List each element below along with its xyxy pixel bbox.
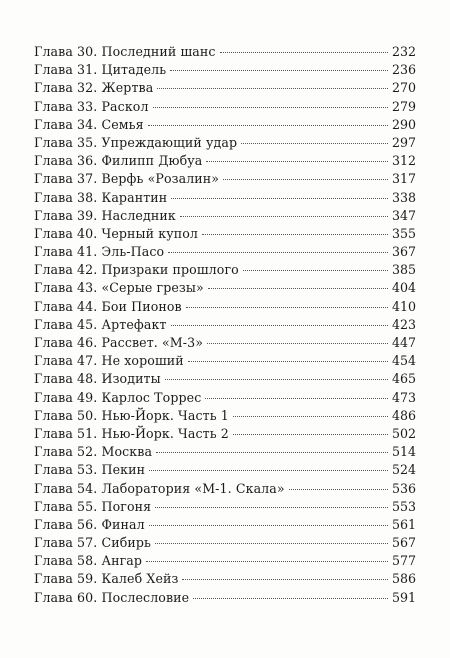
page-number: 312 (391, 153, 416, 169)
page-number: 385 (391, 262, 416, 278)
toc-entry (34, 189, 416, 207)
toc-entry (34, 98, 416, 116)
page-number: 577 (391, 553, 416, 569)
toc-entry (34, 352, 416, 370)
chapter-title: Глава 47. Не хороший (34, 353, 184, 369)
chapter-title: Глава 32. Жертва (34, 80, 154, 96)
page-number: 553 (391, 498, 416, 514)
dot-leader (156, 452, 388, 453)
dot-leader (223, 179, 388, 180)
chapter-title: Глава 34. Семья (34, 116, 144, 132)
chapter-title: Глава 36. Филипп Дюбуа (34, 153, 203, 169)
dot-leader (171, 325, 388, 326)
toc-entry (34, 534, 416, 552)
dot-leader (155, 543, 388, 544)
chapter-title: Глава 40. Черный купол (34, 225, 198, 241)
chapter-title: Глава 53. Пекин (34, 462, 146, 478)
chapter-title: Глава 52. Москва (34, 444, 153, 460)
dot-leader (148, 125, 388, 126)
toc-entry (34, 170, 416, 188)
chapter-title: Глава 46. Рассвет. «М-3» (34, 335, 204, 350)
dot-leader (208, 288, 388, 289)
dot-leader (170, 70, 388, 71)
dot-leader (207, 343, 388, 344)
chapter-title: Глава 48. Изодиты (34, 371, 161, 387)
chapter-title: Глава 55. Погоня (34, 498, 152, 514)
toc-entry (34, 61, 416, 79)
dot-leader (149, 525, 388, 526)
dot-leader (233, 416, 388, 417)
page-number: 297 (391, 134, 416, 150)
dot-leader (205, 398, 388, 399)
chapter-title: Глава 41. Эль-Пасо (34, 244, 165, 260)
dot-leader (241, 143, 388, 144)
toc-entry (34, 425, 416, 443)
chapter-title: Глава 39. Наследник (34, 207, 176, 223)
page-number: 465 (391, 371, 416, 387)
dot-leader (165, 379, 388, 380)
table-of-contents (34, 43, 416, 607)
toc-entry (34, 152, 416, 170)
dot-leader (155, 507, 388, 508)
chapter-title: Глава 33. Раскол (34, 98, 149, 114)
chapter-title: Глава 59. Калеб Хейз (34, 571, 179, 587)
page-number: 567 (391, 535, 416, 551)
toc-entry (34, 480, 416, 498)
toc-entry (34, 589, 416, 607)
toc-entry (34, 443, 416, 461)
dot-leader (188, 361, 388, 362)
page-number: 270 (391, 80, 416, 96)
page-number: 236 (391, 62, 416, 78)
page-number: 410 (391, 298, 416, 314)
page-number: 355 (391, 225, 416, 241)
toc-entry (34, 498, 416, 516)
toc-entry (34, 316, 416, 334)
chapter-title: Глава 57. Сибирь (34, 535, 152, 551)
chapter-title: Глава 31. Цитадель (34, 62, 167, 78)
chapter-title: Глава 56. Финал (34, 516, 145, 532)
toc-entry (34, 570, 416, 588)
dot-leader (202, 234, 388, 235)
toc-entry (34, 134, 416, 152)
page-number: 502 (391, 425, 416, 441)
page-number: 404 (391, 280, 416, 296)
page-number: 290 (391, 116, 416, 132)
chapter-title: Глава 42. Призраки прошлого (34, 262, 239, 278)
page-number: 524 (391, 462, 416, 478)
toc-entry (34, 334, 416, 352)
dot-leader (146, 561, 388, 562)
page-number: 591 (391, 589, 416, 605)
toc-entry (34, 261, 416, 279)
toc-entry (34, 407, 416, 425)
chapter-title: Глава 44. Бои Пионов (34, 298, 182, 314)
chapter-title: Глава 60. Послесловие (34, 589, 190, 605)
page-number: 454 (391, 353, 416, 369)
page-number: 338 (391, 189, 416, 205)
page-number: 232 (391, 44, 416, 59)
toc-entry (34, 516, 416, 534)
dot-leader (168, 252, 388, 253)
page-number: 514 (391, 444, 416, 460)
page-number: 447 (391, 335, 416, 350)
toc-entry (34, 207, 416, 225)
dot-leader (289, 489, 388, 490)
chapter-title: Глава 45. Артефакт (34, 316, 167, 332)
page-number: 473 (391, 389, 416, 405)
toc-entry (34, 79, 416, 97)
page-number: 536 (391, 480, 416, 496)
toc-entry (34, 298, 416, 316)
toc-entry (34, 43, 416, 61)
toc-entry (34, 225, 416, 243)
chapter-title: Глава 35. Упреждающий удар (34, 134, 238, 150)
dot-leader (153, 107, 388, 108)
toc-entry (34, 243, 416, 261)
page-number: 347 (391, 207, 416, 223)
toc-entry (34, 552, 416, 570)
toc-entry (34, 389, 416, 407)
chapter-title: Глава 43. «Серые грезы» (34, 280, 204, 296)
dot-leader (243, 270, 388, 271)
dot-leader (186, 307, 388, 308)
page-number: 486 (391, 407, 416, 423)
chapter-title: Глава 51. Нью-Йорк. Часть 2 (34, 425, 229, 441)
toc-entry (34, 370, 416, 388)
chapter-title: Глава 38. Карантин (34, 189, 168, 205)
dot-leader (233, 434, 388, 435)
page-number: 367 (391, 244, 416, 260)
dot-leader (193, 598, 388, 599)
dot-leader (206, 161, 388, 162)
toc-entry (34, 116, 416, 134)
toc-entry (34, 279, 416, 297)
chapter-title: Глава 50. Нью-Йорк. Часть 1 (34, 407, 229, 423)
page-number: 317 (391, 171, 416, 187)
dot-leader (171, 198, 388, 199)
dot-leader (149, 470, 388, 471)
toc-entry (34, 461, 416, 479)
page-number: 561 (391, 516, 416, 532)
chapter-title: Глава 30. Последний шанс (34, 44, 216, 59)
chapter-title: Глава 37. Верфь «Розалин» (34, 171, 220, 187)
page-number: 423 (391, 316, 416, 332)
chapter-title: Глава 49. Карлос Торрес (34, 389, 202, 405)
page-number: 586 (391, 571, 416, 587)
page-number: 279 (391, 98, 416, 114)
dot-leader (220, 52, 388, 53)
chapter-title: Глава 54. Лаборатория «М-1. Скала» (34, 480, 285, 496)
chapter-title: Глава 58. Ангар (34, 553, 143, 569)
dot-leader (157, 88, 388, 89)
dot-leader (182, 579, 387, 580)
dot-leader (180, 216, 388, 217)
